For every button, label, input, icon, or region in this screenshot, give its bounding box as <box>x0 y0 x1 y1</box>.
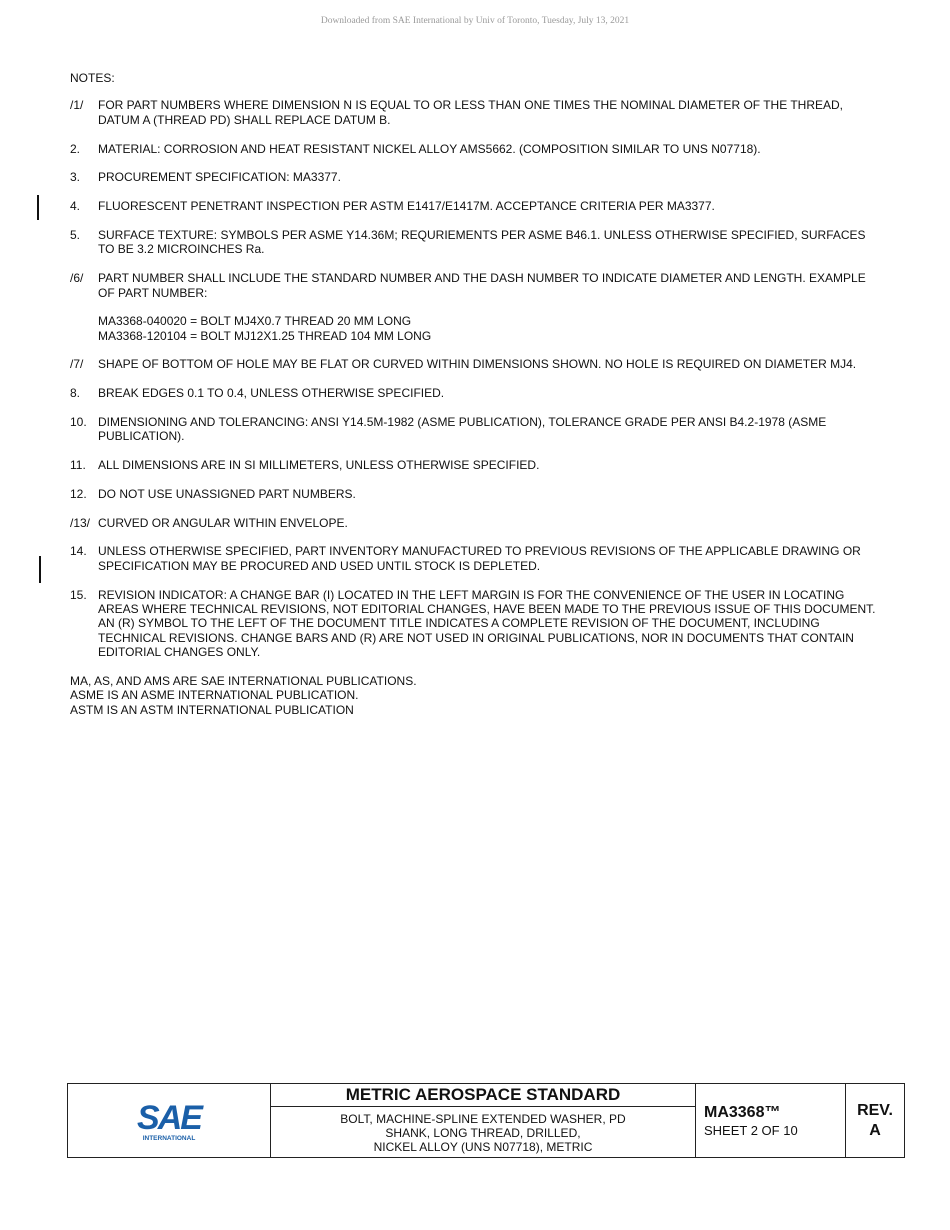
note-7 <box>70 357 880 371</box>
svg-text:INTERNATIONAL: INTERNATIONAL <box>142 1134 196 1142</box>
note-number: 2. <box>70 141 81 156</box>
note-text: PART NUMBER SHALL INCLUDE THE STANDARD NUMBER AND THE DASH NUMBER TO INDICATE DIAMETER AND LENGTH. EXAMPLE OF PART NUMBER: <box>98 271 866 300</box>
title-cell <box>271 1084 696 1157</box>
note-text: CURVED OR ANGULAR WITHIN ENVELOPE. <box>98 515 348 530</box>
publication-line: ASTM IS AN ASTM INTERNATIONAL PUBLICATION <box>70 702 354 717</box>
note-2 <box>70 142 880 156</box>
note-text: ALL DIMENSIONS ARE IN SI MILLIMETERS, UNLESS OTHERWISE SPECIFIED. <box>98 458 540 473</box>
note-text: MATERIAL: CORROSION AND HEAT RESISTANT NICKEL ALLOY AMS5662. (COMPOSITION SIMILAR TO UNS N07718). <box>98 141 761 156</box>
note-4 <box>70 199 880 213</box>
note-number: 3. <box>70 170 81 185</box>
note-text: FLUORESCENT PENETRANT INSPECTION PER ASTM E1417/E1417M. ACCEPTANCE CRITERIA PER MA3377. <box>98 199 715 214</box>
note-number: 8. <box>70 386 81 401</box>
note-6 <box>70 271 880 300</box>
change-bar-note-14 <box>39 556 41 583</box>
note-number: 12. <box>70 486 87 501</box>
notes-heading: NOTES: <box>70 71 115 85</box>
example-line: MA3368-120104 = BOLT MJ12X1.25 THREAD 104 MM LONG <box>98 328 432 343</box>
note-number: 15. <box>70 587 87 602</box>
document-description <box>271 1107 695 1157</box>
note-15 <box>70 588 880 660</box>
note-11 <box>70 458 880 472</box>
description-line: SHANK, LONG THREAD, DRILLED, <box>385 1126 581 1140</box>
note-number: 10. <box>70 414 87 429</box>
note-text: REVISION INDICATOR: A CHANGE BAR (I) LOCATED IN THE LEFT MARGIN IS FOR THE CONVENIENCE OF THE USER IN LOCATING AREAS WHERE TECHNICAL REVISIONS, NOT EDITORIAL CHANGES, HAVE BEEN MADE TO THE PREVIOUS ISSUE OF THIS DOCUMENT. AN (R) SYMBOL TO THE LEFT OF THE DOCUMENT TITLE INDICATES A COMPLETE REVISION OF THE DOCUMENT, INCLUDING TECHNICAL REVISIONS. CHANGE BARS AND (R) ARE NOT USED IN ORIGINAL PUBLICATIONS, NOR IN DOCUMENTS THAT CONTAIN EDITORIAL CHANGES ONLY. <box>98 587 876 660</box>
note-5 <box>70 228 880 257</box>
note-text: DIMENSIONING AND TOLERANCING: ANSI Y14.5M-1982 (ASME PUBLICATION), TOLERANCE GRADE PER ANSI B4.2-1978 (ASME PUBLICATION). <box>98 414 827 444</box>
note-1 <box>70 98 880 127</box>
number-cell <box>696 1084 846 1157</box>
note-12 <box>70 487 880 501</box>
revision-value: A <box>869 1121 881 1139</box>
publication-line: ASME IS AN ASME INTERNATIONAL PUBLICATION. <box>70 688 359 703</box>
logo-cell <box>68 1084 271 1157</box>
sae-logo <box>134 1099 204 1143</box>
revision-label: REV. <box>857 1101 893 1119</box>
note-text: SURFACE TEXTURE: SYMBOLS PER ASME Y14.36M; REQURIEMENTS PER ASME B46.1. UNLESS OTHERWISE SPECIFIED, SURFACES TO BE 3.2 MICROINCHES Ra. <box>98 228 866 257</box>
download-watermark: Downloaded from SAE International by Univ of Toronto, Tuesday, July 13, 2021 <box>320 16 630 26</box>
note-3 <box>70 170 880 184</box>
note-text: BREAK EDGES 0.1 TO 0.4, UNLESS OTHERWISE SPECIFIED. <box>98 386 445 401</box>
note-number: 4. <box>70 199 81 214</box>
note-number: 14. <box>70 544 87 559</box>
note-text: SHAPE OF BOTTOM OF HOLE MAY BE FLAT OR CURVED WITHIN DIMENSIONS SHOWN. NO HOLE IS REQUIRED ON DIAMETER MJ4. <box>98 357 857 372</box>
note-text: FOR PART NUMBERS WHERE DIMENSION N IS EQUAL TO OR LESS THAN ONE TIMES THE NOMINAL DIAMETER OF THE THREAD, DATUM A (THREAD PD) SHALL REPLACE DATUM B. <box>98 98 844 127</box>
change-bar-note-4 <box>37 195 39 220</box>
note-number: 5. <box>70 228 81 242</box>
note-14 <box>70 544 880 573</box>
part-number-examples <box>98 314 880 343</box>
note-13 <box>70 516 880 530</box>
publication-line: MA, AS, AND AMS ARE SAE INTERNATIONAL PUBLICATIONS. <box>70 674 417 689</box>
example-line: MA3368-040020 = BOLT MJ4X0.7 THREAD 20 MM LONG <box>98 314 412 329</box>
title-block <box>67 1083 905 1158</box>
note-number: /7/ <box>70 357 84 372</box>
revision-cell <box>846 1084 904 1157</box>
note-text: PROCUREMENT SPECIFICATION: MA3377. <box>98 170 341 185</box>
sheet-indicator: SHEET 2 OF 10 <box>704 1122 798 1138</box>
note-10 <box>70 415 880 444</box>
note-number: 11. <box>70 458 86 473</box>
description-line: NICKEL ALLOY (UNS N07718), METRIC <box>373 1140 593 1154</box>
description-line: BOLT, MACHINE-SPLINE EXTENDED WASHER, PD <box>340 1112 626 1126</box>
publication-notes <box>70 674 880 717</box>
note-text: UNLESS OTHERWISE SPECIFIED, PART INVENTORY MANUFACTURED TO PREVIOUS REVISIONS OF THE APPLICABLE DRAWING OR SPECIFICATION MAY BE PROCURED AND USED UNTIL STOCK IS DEPLETED. <box>98 544 861 573</box>
note-number: /1/ <box>70 98 84 113</box>
standard-type: METRIC AEROSPACE STANDARD <box>271 1084 695 1107</box>
note-text: DO NOT USE UNASSIGNED PART NUMBERS. <box>98 486 356 501</box>
svg-text:SAE: SAE <box>137 1098 201 1137</box>
notes-section <box>70 71 880 717</box>
note-number: /6/ <box>70 271 84 286</box>
note-8 <box>70 386 880 400</box>
note-number: /13/ <box>70 515 91 530</box>
document-number: MA3368™ <box>704 1103 781 1121</box>
